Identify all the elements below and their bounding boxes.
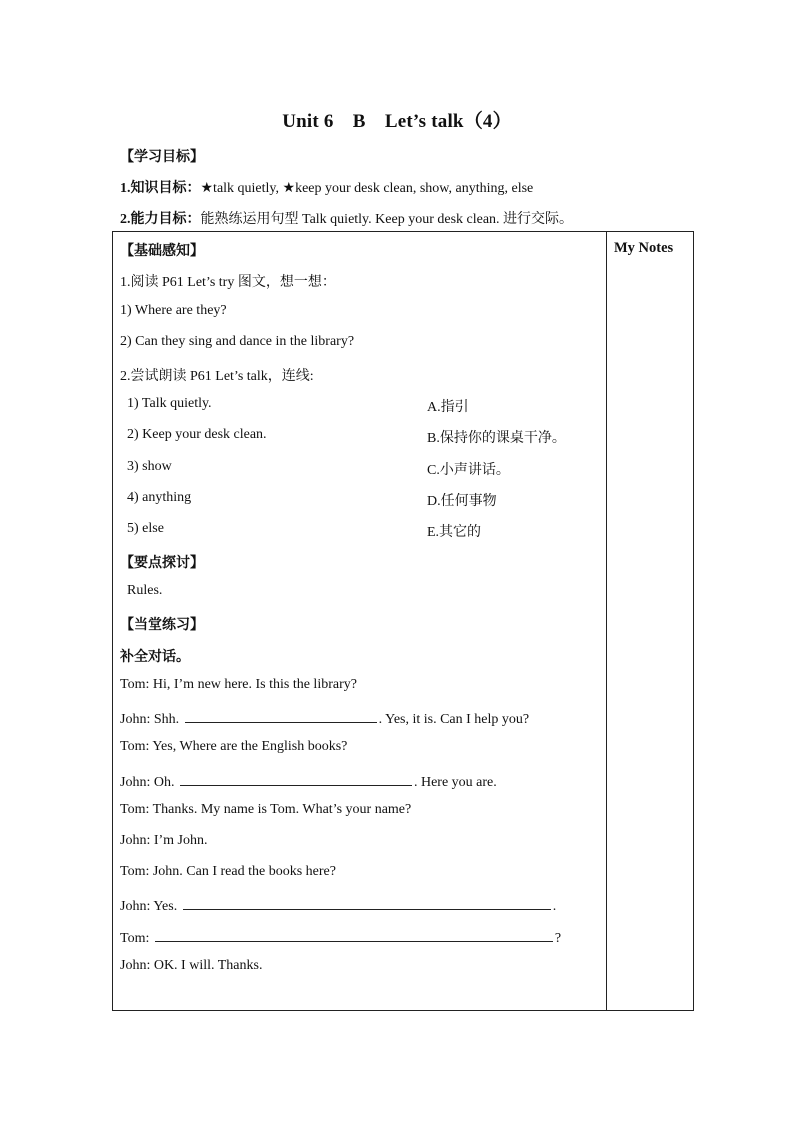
match-left-item: 4) anything: [127, 490, 192, 505]
question-1: 1) Where are they?: [120, 303, 227, 318]
dialogue-text: ?: [554, 931, 562, 946]
page-title: Unit 6 B Let’s talk（4）: [282, 111, 512, 132]
dialogue-line: [120, 771, 497, 791]
match-left-item: 3) show: [127, 459, 172, 474]
dialogue-line: Tom: Hi, I’m new here. Is this the library?: [120, 677, 357, 692]
question-2: 2) Can they sing and dance in the library?: [120, 334, 355, 349]
match-right-item: C.小声讲话。: [427, 463, 510, 478]
task-2: 2.尝试朗读 P61 Let’s talk，连线:: [120, 369, 314, 384]
dialogue-line: John: I’m John.: [120, 833, 208, 848]
practice-heading: 【当堂练习】: [120, 618, 204, 633]
answer-blank[interactable]: [155, 927, 553, 942]
dialogue-line: Tom: Yes, Where are the English books?: [120, 739, 348, 754]
dialogue-text: . Here you are.: [413, 775, 497, 790]
match-right-item: D.任何事物: [427, 494, 497, 509]
task-1: 1.阅读 P61 Let’s try 图文，想一想：: [120, 275, 336, 290]
answer-blank[interactable]: [180, 771, 412, 786]
objective-1-text: ★talk quietly, ★keep your desk clean, show, anything, else: [200, 181, 534, 196]
objective-1: [120, 177, 533, 197]
objective-2: [120, 208, 573, 228]
dialogue-line: John: OK. I will. Thanks.: [120, 958, 263, 973]
dialogue-line: Tom: John. Can I read the books here?: [120, 864, 336, 879]
match-left-item: 5) else: [127, 521, 164, 536]
dialogue-text: . Yes, it is. Can I help you?: [378, 712, 530, 727]
dialogue-text: John: Yes.: [120, 899, 178, 914]
answer-blank[interactable]: [183, 895, 551, 910]
column-divider: [606, 231, 607, 1011]
dialogue-line: Tom: Thanks. My name is Tom. What’s your name?: [120, 802, 412, 817]
dialogue-text: Tom:: [120, 931, 150, 946]
practice-instruction: 补全对话。: [120, 650, 190, 665]
dialogue-line: [120, 708, 529, 728]
basic-heading: 【基础感知】: [120, 244, 204, 259]
dialogue-text: .: [552, 899, 557, 914]
match-right-item: E.其它的: [427, 525, 482, 540]
objective-1-label: 1.知识目标：: [120, 181, 201, 196]
objectives-heading: 【学习目标】: [120, 150, 204, 165]
key-points-heading: 【要点探讨】: [120, 556, 204, 571]
match-right-item: A.指引: [427, 400, 469, 415]
objective-2-label: 2.能力目标：: [120, 212, 201, 227]
my-notes-label: My Notes: [614, 240, 674, 256]
dialogue-text: John: Shh.: [120, 712, 180, 727]
objective-2-text: 能熟练运用句型 Talk quietly. Keep your desk clean. 进行交际。: [200, 212, 574, 227]
dialogue-text: John: Oh.: [120, 775, 175, 790]
answer-blank[interactable]: [185, 708, 377, 723]
dialogue-line: [120, 895, 556, 915]
dialogue-line: [120, 927, 561, 947]
key-points-text: Rules.: [127, 583, 163, 598]
match-left-item: 1) Talk quietly.: [127, 396, 212, 411]
match-left-item: 2) Keep your desk clean.: [127, 427, 267, 442]
match-right-item: B.保持你的课桌干净。: [427, 431, 566, 446]
